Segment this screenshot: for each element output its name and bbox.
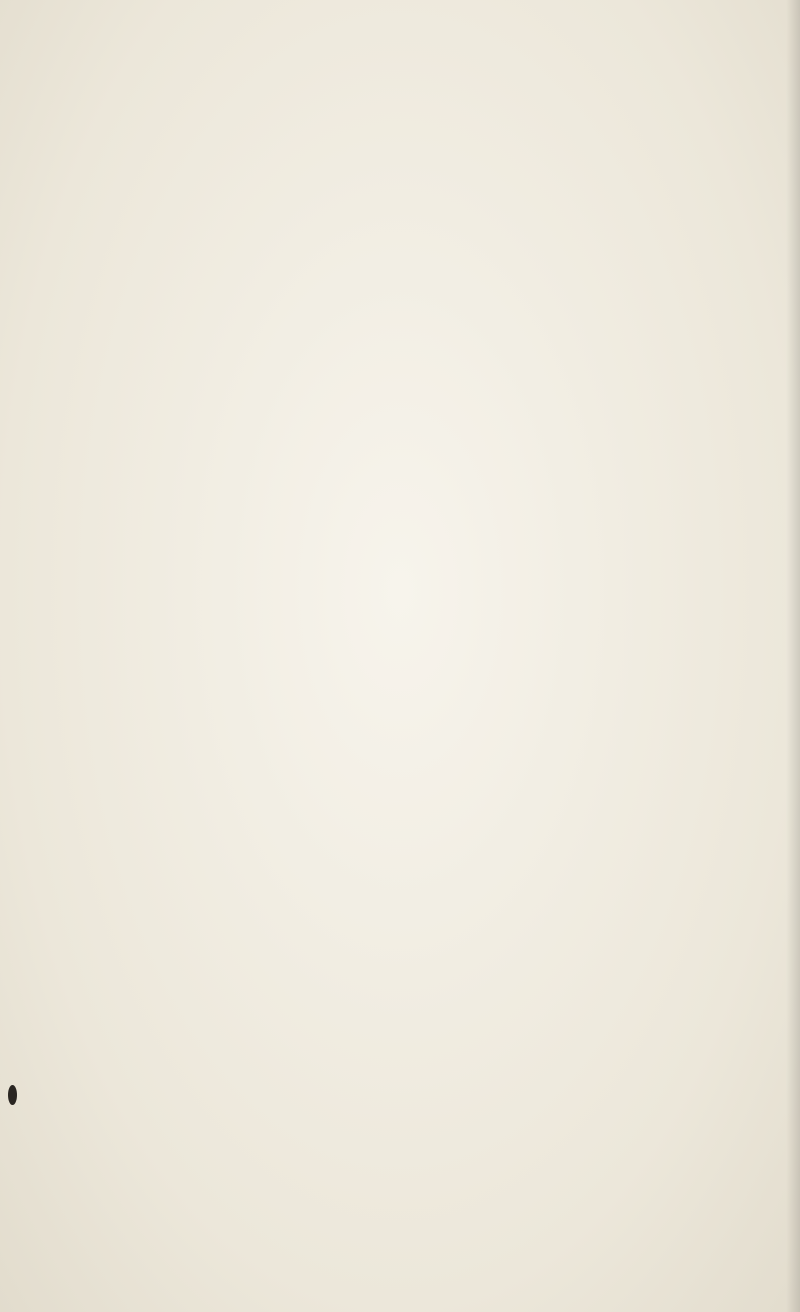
first-line [34,590,686,611]
ink-blot [8,1085,17,1105]
page-edge-shadow [786,0,800,1312]
commentary-text-bottom [34,590,686,611]
